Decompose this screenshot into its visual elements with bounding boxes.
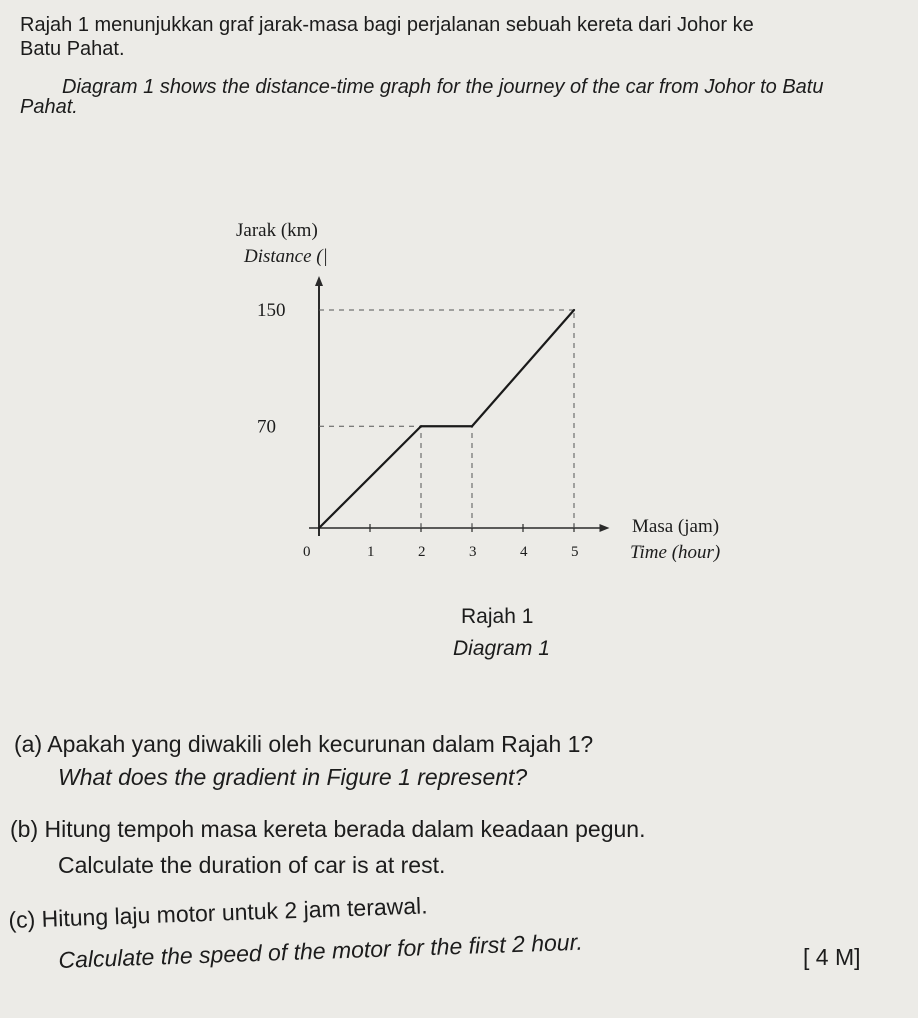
y-tick-label-70: 70 — [257, 416, 276, 438]
x-axis-arrow — [600, 524, 610, 532]
question-b-malay-text: Hitung tempoh masa kereta berada dalam keadaan pegun. — [44, 816, 646, 842]
question-c-malay-text: Hitung laju motor untuk 2 jam terawal. — [41, 892, 428, 932]
question-a-malay — [14, 731, 593, 758]
x-tick-label-3: 3 — [469, 544, 477, 560]
x-tick-label-2: 2 — [418, 544, 426, 560]
question-b-label: (b) — [10, 816, 39, 842]
x-tick-label-1: 1 — [367, 544, 375, 560]
x-tick-label-0: 0 — [303, 544, 311, 560]
distance-time-graph — [230, 210, 770, 570]
question-a-malay-text: Apakah yang diwakili oleh kecurunan dalam Rajah 1? — [47, 731, 594, 757]
x-tick-label-5: 5 — [571, 544, 579, 560]
x-axis-label-malay: Masa (jam) — [632, 516, 720, 537]
data-line-segment-1 — [319, 426, 421, 528]
diagram-caption-malay: Rajah 1 — [461, 605, 534, 628]
intro-english-line2: Pahat. — [20, 96, 78, 118]
y-axis-label-english: Distance (| — [244, 246, 328, 267]
intro-malay-line2: Batu Pahat. — [20, 38, 125, 60]
question-b-english: Calculate the duration of car is at rest. — [58, 852, 446, 878]
intro-malay-line1: Rajah 1 menunjukkan graf jarak-masa bagi perjalanan sebuah kereta dari Johor ke — [20, 14, 754, 36]
question-c-english: Calculate the speed of the motor for the first 2 hour. — [58, 928, 584, 973]
question-a-label: (a) — [14, 731, 43, 757]
question-c-label: (c) — [8, 906, 36, 933]
marks-label: [ 4 M] — [803, 944, 861, 970]
data-line-segment-3 — [472, 310, 574, 426]
y-axis-label-malay: Jarak (km) — [236, 220, 318, 241]
question-b-malay — [10, 816, 645, 843]
question-a-english: What does the gradient in Figure 1 represent? — [58, 764, 528, 790]
x-tick-label-4: 4 — [520, 544, 528, 560]
y-tick-label-150: 150 — [257, 300, 286, 321]
question-c-malay — [8, 892, 428, 934]
x-axis-label-english: Time (hour) — [630, 542, 721, 563]
diagram-caption-english: Diagram 1 — [453, 637, 550, 660]
y-axis-arrow — [315, 276, 323, 286]
intro-english-line1: Diagram 1 shows the distance-time graph for the journey of the car from Johor to Batu — [62, 76, 824, 98]
